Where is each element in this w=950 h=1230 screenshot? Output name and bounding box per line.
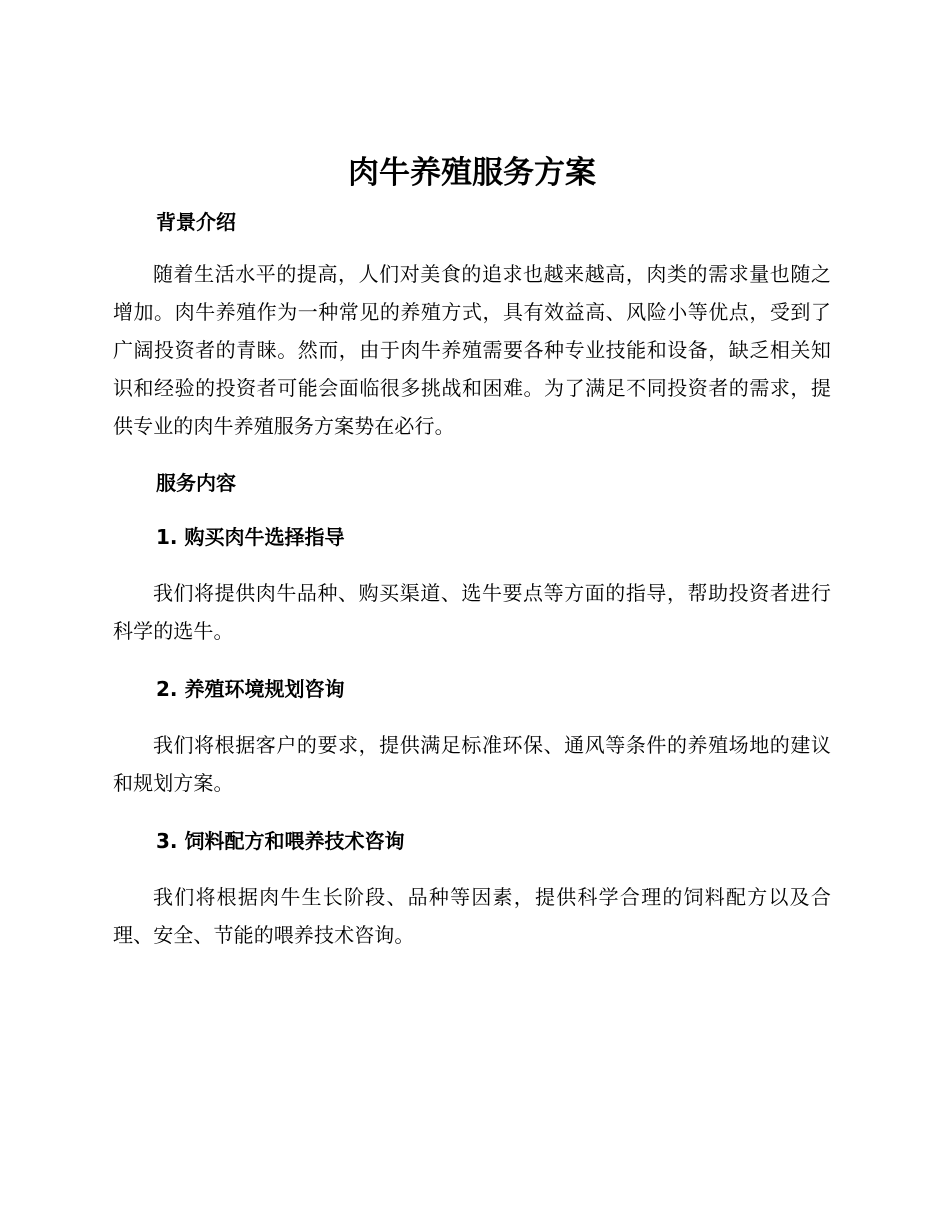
service-item-heading: 3. 饲料配方和喂养技术咨询	[156, 829, 405, 853]
section-heading-background: 背景介绍	[156, 210, 236, 234]
service-item-heading: 2. 养殖环境规划咨询	[156, 677, 345, 701]
service-item-heading: 1. 购买肉牛选择指导	[156, 525, 345, 549]
section-heading-services: 服务内容	[156, 471, 236, 495]
background-paragraph: 随着生活水平的提高，人们对美食的追求也越来越高，肉类的需求量也随之增加。肉牛养殖作为一种常见的养殖方式，具有效益高、风险小等优点，受到了广阔投资者的青睐。然而，由于肉牛养殖需要各种专业技能和设备，缺乏相关知识和经验的投资者可能会面临很多挑战和困难。为了满足不同投资者的需求，提供专业的肉牛养殖服务方案势在必行。	[113, 262, 831, 438]
document-title: 肉牛养殖服务方案	[348, 155, 596, 191]
document-body	[113, 148, 831, 954]
service-item-paragraph: 我们将根据客户的要求，提供满足标准环保、通风等条件的养殖场地的建议和规划方案。	[113, 733, 831, 795]
service-item-paragraph: 我们将根据肉牛生长阶段、品种等因素，提供科学合理的饲料配方以及合理、安全、节能的喂养技术咨询。	[113, 885, 831, 947]
service-item-paragraph: 我们将提供肉牛品种、购买渠道、选牛要点等方面的指导，帮助投资者进行科学的选牛。	[113, 581, 831, 643]
